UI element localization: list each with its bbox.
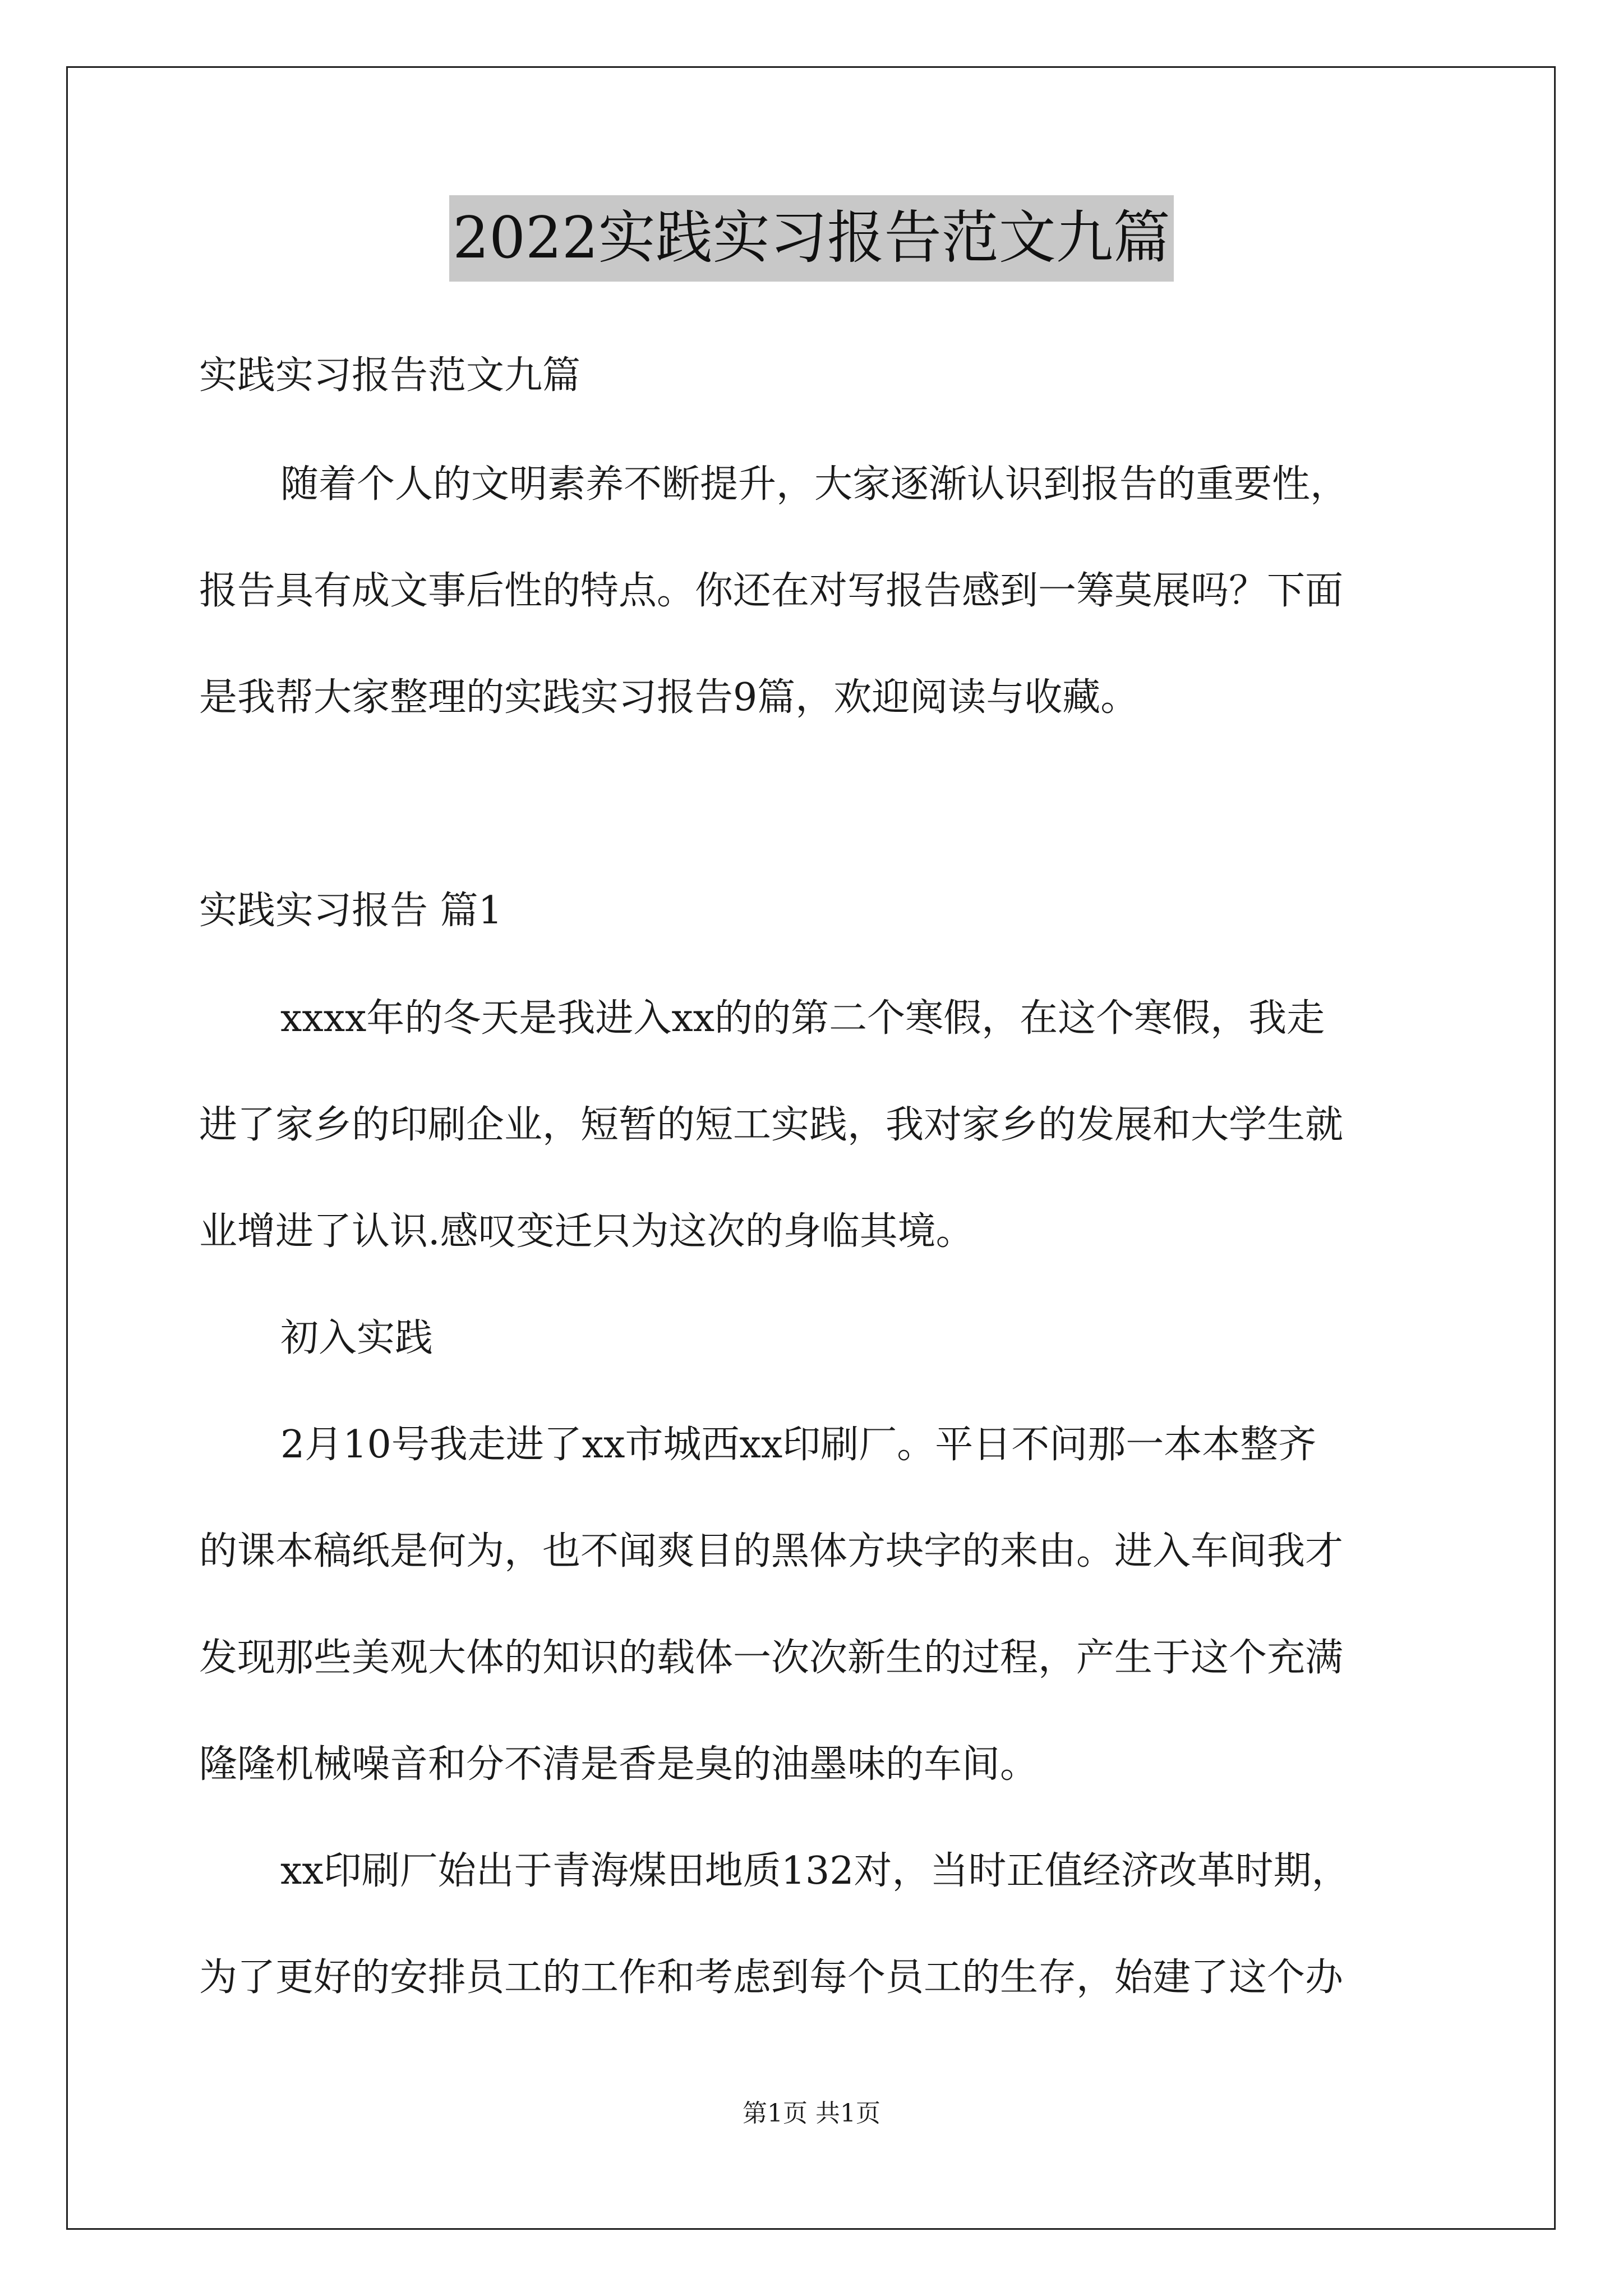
sub-heading: 初入实践 (280, 1316, 434, 1360)
intro-line: 报告具有成文事后性的特点。你还在对写报告感到一筹莫展吗？下面 (199, 569, 1344, 613)
paragraph-line: xx印刷厂始出于青海煤田地质132对，当时正值经济改革时期， (280, 1849, 1350, 1893)
subtitle: 实践实习报告范文九篇 (199, 353, 581, 398)
title-container (0, 195, 1623, 282)
document-title: 2022实践实习报告范文九篇 (449, 195, 1174, 282)
page-footer: 第1页 共1页 (743, 2099, 880, 2128)
paragraph-line: xxxx年的冬天是我进入xx的的第二个寒假，在这个寒假，我走 (280, 996, 1325, 1041)
intro-line: 随着个人的文明素养不断提升，大家逐渐认识到报告的重要性， (280, 462, 1349, 507)
paragraph-line: 发现那些美观大体的知识的载体一次次新生的过程，产生于这个充满 (199, 1636, 1344, 1680)
paragraph-line: 为了更好的安排员工的工作和考虑到每个员工的生存，始建了这个办 (199, 1955, 1344, 2000)
paragraph-line: 进了家乡的印刷企业，短暂的短工实践，我对家乡的发展和大学生就 (199, 1103, 1344, 1147)
section-heading: 实践实习报告 篇1 (199, 889, 502, 933)
paragraph-line: 的课本稿纸是何为，也不闻爽目的黑体方块字的来由。进入车间我才 (199, 1529, 1344, 1573)
paragraph-line: 业增进了认识.感叹变迁只为这次的身临其境。 (199, 1209, 974, 1254)
paragraph-line: 隆隆机械噪音和分不清是香是臭的油墨味的车间。 (199, 1742, 1039, 1787)
intro-line: 是我帮大家整理的实践实习报告9篇，欢迎阅读与收藏。 (199, 675, 1139, 720)
paragraph-line: 2月10号我走进了xx市城西xx印刷厂。平日不问那一本本整齐 (280, 1423, 1317, 1467)
